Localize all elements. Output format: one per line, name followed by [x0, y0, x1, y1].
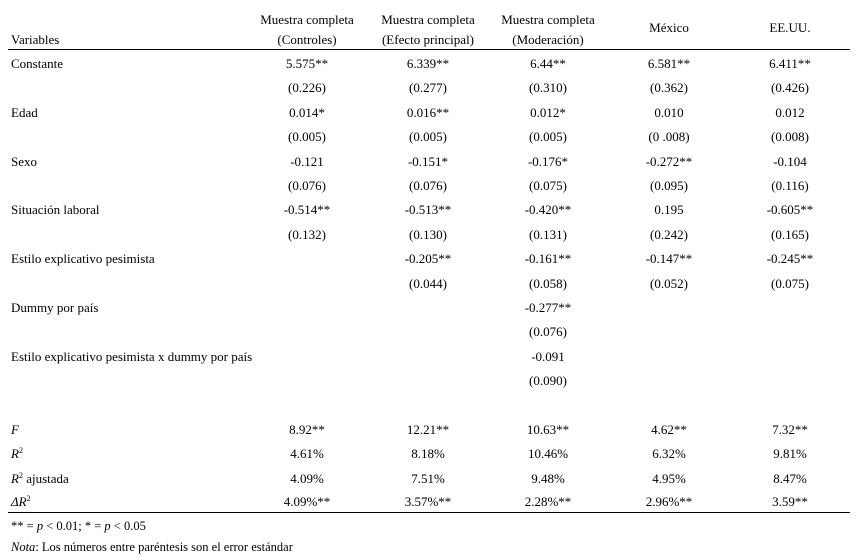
- table-cell: (0.058): [529, 276, 567, 291]
- stat-label: [11, 422, 19, 438]
- table-cell: -0.176*: [527, 154, 569, 169]
- stat-superscript: 2: [18, 446, 23, 455]
- stat-superscript: 2: [18, 471, 23, 480]
- stat-cell: 2.96%**: [645, 494, 693, 509]
- table-cell: 0.195: [654, 202, 684, 217]
- table-cell: (0.005): [409, 129, 447, 144]
- header-col-line1: Muestra completa: [260, 12, 354, 27]
- header-col-line1: Muestra completa: [381, 12, 475, 27]
- stat-cell: 3.57%**: [404, 494, 452, 509]
- stat-cell: 6.32%: [652, 446, 686, 461]
- table-cell: -0.147**: [645, 251, 693, 266]
- stat-cell: 10.63**: [526, 422, 570, 437]
- table-cell: -0.151*: [407, 154, 449, 169]
- stat-cell: 2.28%**: [524, 494, 572, 509]
- table-cell: -0.513**: [404, 202, 452, 217]
- significance-note: [11, 518, 146, 534]
- table-cell: -0.277**: [524, 300, 572, 315]
- row-label: Sexo: [11, 154, 37, 169]
- table-cell: (0.095): [650, 178, 688, 193]
- stat-cell: 4.09%: [290, 471, 324, 486]
- stat-label: [11, 471, 69, 487]
- header-col-line1: Muestra completa: [501, 12, 595, 27]
- header-col-line2: (Efecto principal): [381, 32, 475, 47]
- table-cell: (0.075): [529, 178, 567, 193]
- stat-label: [11, 494, 31, 510]
- row-label: Constante: [11, 56, 63, 71]
- table-cell: -0.091: [531, 349, 565, 364]
- table-cell: -0.104: [773, 154, 807, 169]
- stat-symbol: ΔR: [11, 494, 27, 509]
- nota-text: : Los números entre paréntesis son el error estándar: [35, 540, 293, 554]
- table-cell: 0.010: [654, 105, 684, 120]
- stat-cell: 7.32**: [772, 422, 808, 437]
- header-col-title: México: [649, 20, 689, 35]
- stat-cell: 4.61%: [290, 446, 324, 461]
- header-rule: [8, 49, 850, 50]
- table-cell: (0.076): [288, 178, 326, 193]
- header-col-line2: (Controles): [277, 32, 337, 47]
- stat-cell: 9.81%: [773, 446, 807, 461]
- stat-symbol: F: [11, 422, 19, 437]
- table-cell: (0.362): [650, 80, 688, 95]
- table-cell: -0.514**: [283, 202, 331, 217]
- significance-text: ** =: [11, 519, 37, 533]
- row-label: Estilo explicativo pesimista: [11, 251, 155, 266]
- table-cell: (0.226): [288, 80, 326, 95]
- table-cell: -0.161**: [524, 251, 572, 266]
- stat-cell: 8.47%: [773, 471, 807, 486]
- table-cell: (0.165): [771, 227, 809, 242]
- stat-cell: 8.18%: [411, 446, 445, 461]
- table-cell: (0 .008): [648, 129, 690, 144]
- table-cell: 0.012: [775, 105, 805, 120]
- table-cell: 6.44**: [530, 56, 566, 71]
- significance-text: < 0.05: [110, 519, 146, 533]
- table-cell: 6.581**: [647, 56, 691, 71]
- table-cell: 0.012*: [530, 105, 566, 120]
- table-cell: (0.310): [529, 80, 567, 95]
- stat-superscript: 2: [26, 494, 31, 503]
- table-cell: (0.076): [529, 324, 567, 339]
- stat-cell: 4.62**: [651, 422, 687, 437]
- nota-label: Nota: [11, 540, 36, 554]
- significance-p: p: [36, 519, 44, 533]
- table-cell: (0.090): [529, 373, 567, 388]
- stat-symbol: R: [11, 471, 19, 486]
- table-cell: (0.277): [409, 80, 447, 95]
- row-label: Estilo explicativo pesimista x dummy por país: [11, 349, 253, 364]
- table-cell: -0.245**: [766, 251, 814, 266]
- table-cell: (0.132): [288, 227, 326, 242]
- table-cell: (0.116): [771, 178, 809, 193]
- header-col-line2: (Moderación): [512, 32, 584, 47]
- stat-cell: 9.48%: [531, 471, 565, 486]
- stat-cell: 4.09%**: [283, 494, 331, 509]
- stat-cell: 3.59**: [772, 494, 808, 509]
- table-cell: -0.420**: [524, 202, 572, 217]
- stat-label: [11, 446, 23, 462]
- table-cell: 6.411**: [769, 56, 811, 71]
- table-cell: 6.339**: [406, 56, 450, 71]
- table-cell: -0.205**: [404, 251, 452, 266]
- table-cell: (0.008): [771, 129, 809, 144]
- table-cell: 5.575**: [285, 56, 329, 71]
- row-label: Edad: [11, 105, 38, 120]
- stat-cell: 10.46%: [527, 446, 569, 461]
- row-label: Situación laboral: [11, 202, 100, 217]
- table-cell: (0.005): [529, 129, 567, 144]
- table-cell: (0.131): [529, 227, 567, 242]
- significance-text: < 0.01; * =: [43, 519, 105, 533]
- significance-p: p: [104, 519, 111, 533]
- stat-cell: 8.92**: [289, 422, 325, 437]
- table-cell: (0.076): [409, 178, 447, 193]
- row-label: Dummy por país: [11, 300, 99, 315]
- standard-error-note: [11, 539, 293, 555]
- table-cell: (0.052): [650, 276, 688, 291]
- header-col-title: EE.UU.: [769, 20, 811, 35]
- stat-suffix: ajustada: [22, 471, 69, 486]
- stat-symbol: R: [11, 446, 19, 461]
- table-cell: 0.014*: [289, 105, 325, 120]
- table-cell: (0.426): [771, 80, 809, 95]
- stat-cell: 12.21**: [406, 422, 450, 437]
- table-cell: (0.242): [650, 227, 688, 242]
- stat-cell: 4.95%: [652, 471, 686, 486]
- table-cell: -0.121: [290, 154, 324, 169]
- table-cell: (0.130): [409, 227, 447, 242]
- header-variables: Variables: [11, 32, 60, 47]
- table-cell: (0.005): [288, 129, 326, 144]
- table-cell: (0.044): [409, 276, 447, 291]
- table-cell: 0.016**: [406, 105, 450, 120]
- table-cell: -0.272**: [645, 154, 693, 169]
- table-cell: (0.075): [771, 276, 809, 291]
- stat-cell: 7.51%: [411, 471, 445, 486]
- table-cell: -0.605**: [766, 202, 814, 217]
- bottom-rule: [8, 512, 850, 513]
